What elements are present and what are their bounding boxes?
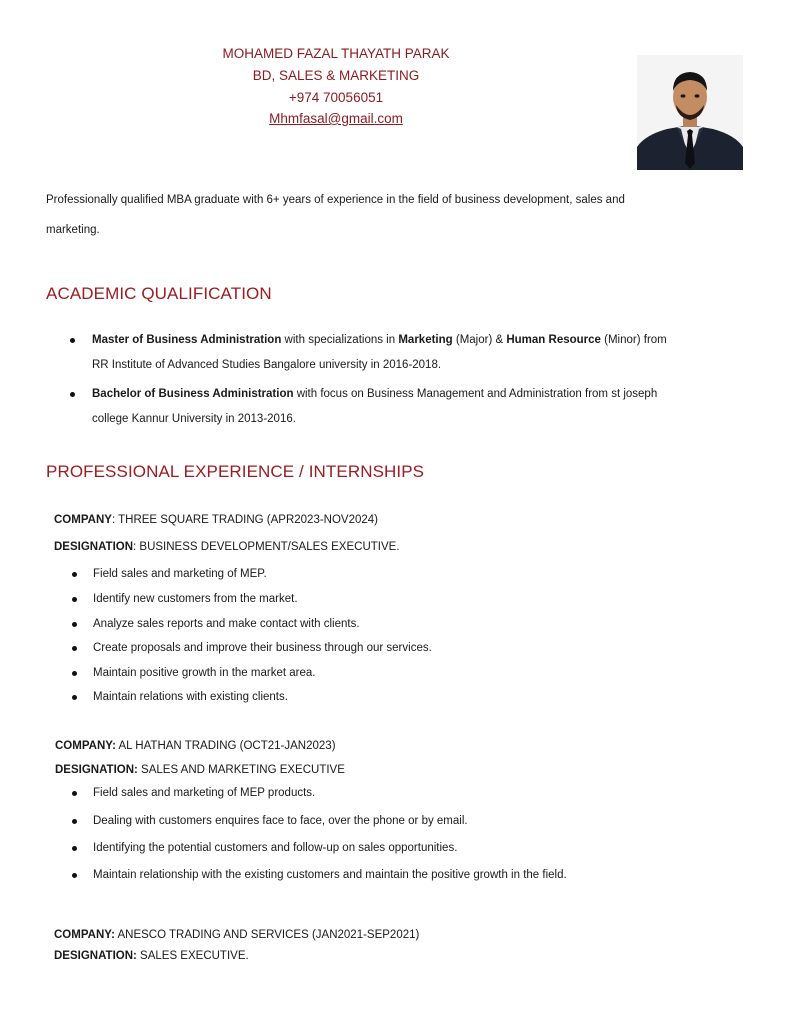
bullet-icon [70,392,75,397]
job-3-company: COMPANY: ANESCO TRADING AND SERVICES (JAN2021-SEP2021) [54,929,420,941]
job-2-duty: Identifying the potential customers and follow-up on sales opportunities. [93,842,458,854]
bullet-icon [72,791,77,796]
experience-section-title: PROFESSIONAL EXPERIENCE / INTERNSHIPS [46,462,425,481]
job-1-duty: Maintain relations with existing clients. [93,691,288,703]
job-1-company: COMPANY: THREE SQUARE TRADING (APR2023-NOV2024) [54,514,379,526]
academic-item-bba-line2: college Kannur University in 2013-2016. [92,413,296,425]
candidate-email-link[interactable]: Mhmfasal@gmail.com [269,111,403,126]
job-1-designation: DESIGNATION: BUSINESS DEVELOPMENT/SALES EXECUTIVE. [54,541,400,553]
candidate-name: MOHAMED FAZAL THAYATH PARAK [222,46,450,61]
summary-line-1: Professionally qualified MBA graduate with 6+ years of experience in the field of business development, sales and [46,194,625,206]
academic-item-mba: Master of Business Administration with specializations in Marketing (Major) & Human Resource (Minor) from [92,334,667,346]
bullet-icon [72,819,77,824]
bullet-icon [72,671,77,676]
bullet-icon [72,646,77,651]
bullet-icon [72,873,77,878]
summary-line-2: marketing. [46,224,100,236]
job-2-designation: DESIGNATION: SALES AND MARKETING EXECUTIVE [55,764,345,776]
job-2-duty: Maintain relationship with the existing customers and maintain the positive growth in the field. [93,869,567,881]
academic-section-title: ACADEMIC QUALIFICATION [46,284,272,303]
mba-degree: Master of Business Administration [92,334,282,346]
job-1-duty: Field sales and marketing of MEP. [93,568,267,580]
candidate-role: BD, SALES & MARKETING [252,68,420,83]
bullet-icon [72,622,77,627]
candidate-phone: +974 70056051 [288,90,384,105]
bba-degree: Bachelor of Business Administration [92,388,294,400]
academic-item-mba-line2: RR Institute of Advanced Studies Bangalore university in 2016-2018. [92,359,442,371]
job-3-designation: DESIGNATION: SALES EXECUTIVE. [54,950,249,962]
bullet-icon [70,338,75,343]
job-1-duty: Analyze sales reports and make contact with clients. [93,618,360,630]
job-1-duty: Create proposals and improve their business through our services. [93,642,432,654]
job-1-duty: Identify new customers from the market. [93,593,298,605]
bullet-icon [72,695,77,700]
job-2-duty: Field sales and marketing of MEP products. [93,787,316,799]
job-2-company: COMPANY: AL HATHAN TRADING (OCT21-JAN2023) [55,740,336,752]
profile-photo [637,55,743,170]
academic-item-bba: Bachelor of Business Administration with focus on Business Management and Administration from st joseph [92,388,658,400]
job-1-duty: Maintain positive growth in the market area. [93,667,316,679]
bullet-icon [72,846,77,851]
bullet-icon [72,572,77,577]
job-2-duty: Dealing with customers enquires face to face, over the phone or by email. [93,815,468,827]
bullet-icon [72,597,77,602]
